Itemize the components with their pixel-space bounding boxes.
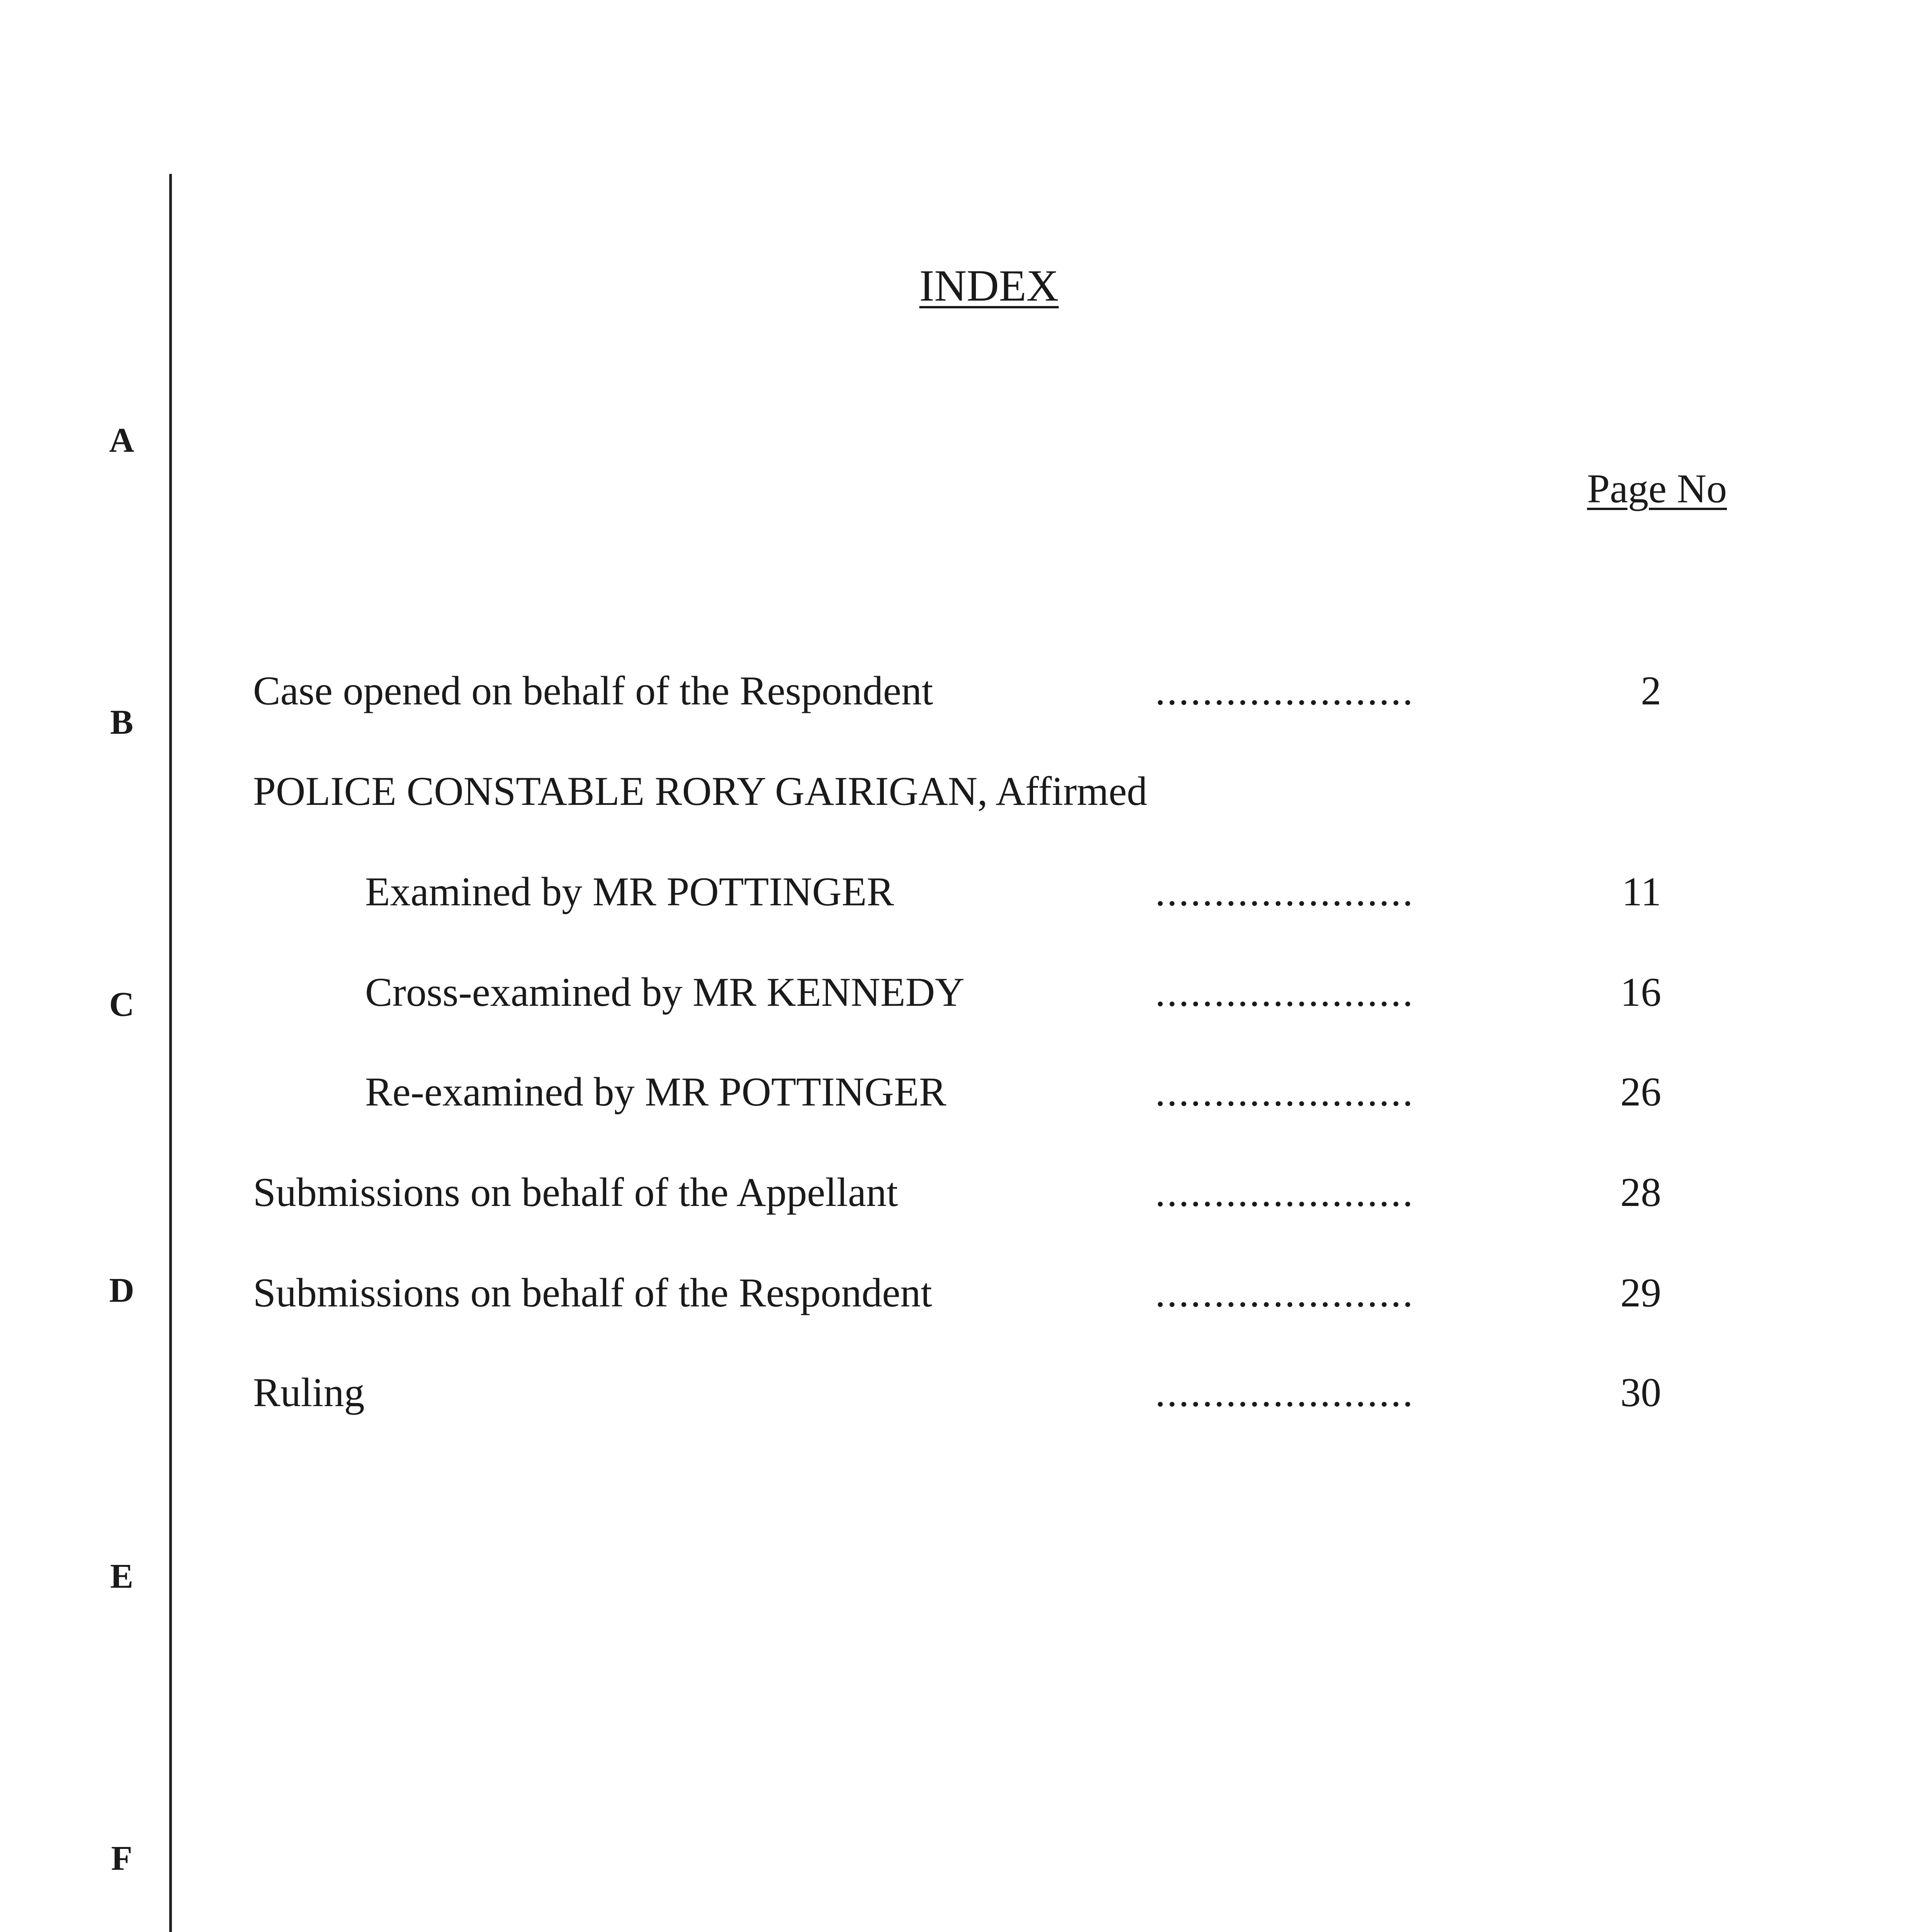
- entry-leader-dots: ......................: [1155, 1370, 1414, 1415]
- entry-label: Submissions on behalf of the Respondent: [253, 1270, 932, 1315]
- margin-letter-d: D: [109, 1271, 134, 1310]
- margin-letter-f: F: [111, 1839, 133, 1878]
- entry-page-number: 16: [1620, 969, 1661, 1015]
- entry-leader-dots: ......................: [1155, 1170, 1414, 1215]
- index-entry: [0, 1366, 1917, 1420]
- entry-label: Ruling: [253, 1370, 365, 1415]
- entry-leader-dots: ......................: [1155, 869, 1414, 914]
- entry-label: Re-examined by MR POTTINGER: [365, 1069, 947, 1114]
- margin-letter-b: B: [110, 703, 134, 742]
- entry-label: POLICE CONSTABLE RORY GAIRIGAN, Affirmed: [253, 769, 1147, 814]
- margin-letter-e: E: [110, 1557, 134, 1595]
- entry-label: Examined by MR POTTINGER: [365, 869, 894, 914]
- entry-page-number: 28: [1620, 1170, 1661, 1215]
- entry-page-number: 29: [1620, 1270, 1661, 1315]
- page-no-heading: Page No: [1587, 466, 1727, 511]
- index-entry: [0, 965, 1917, 1019]
- entry-leader-dots: ......................: [1155, 1270, 1414, 1315]
- entry-page-number: 30: [1620, 1370, 1661, 1415]
- margin-letter-c: C: [109, 985, 134, 1024]
- entry-page-number: 11: [1621, 869, 1661, 914]
- index-entry: [0, 764, 1917, 818]
- index-entry: [0, 865, 1917, 919]
- index-entry: [0, 1065, 1917, 1119]
- index-title: INDEX: [919, 261, 1059, 311]
- margin-letter-a: A: [109, 421, 134, 459]
- entry-label: Submissions on behalf of the Appellant: [253, 1170, 898, 1215]
- margin-rule: [169, 174, 172, 1932]
- entry-leader-dots: ......................: [1155, 969, 1414, 1015]
- entry-leader-dots: ......................: [1155, 668, 1414, 713]
- index-entry: [0, 1165, 1917, 1219]
- entry-label: Case opened on behalf of the Respondent: [253, 668, 933, 713]
- entry-label: Cross-examined by MR KENNEDY: [365, 969, 965, 1015]
- index-entry: [0, 664, 1917, 718]
- entry-page-number: 26: [1620, 1069, 1661, 1114]
- entry-page-number: 2: [1641, 668, 1661, 713]
- entry-leader-dots: ......................: [1155, 1069, 1414, 1114]
- index-entry: [0, 1266, 1917, 1320]
